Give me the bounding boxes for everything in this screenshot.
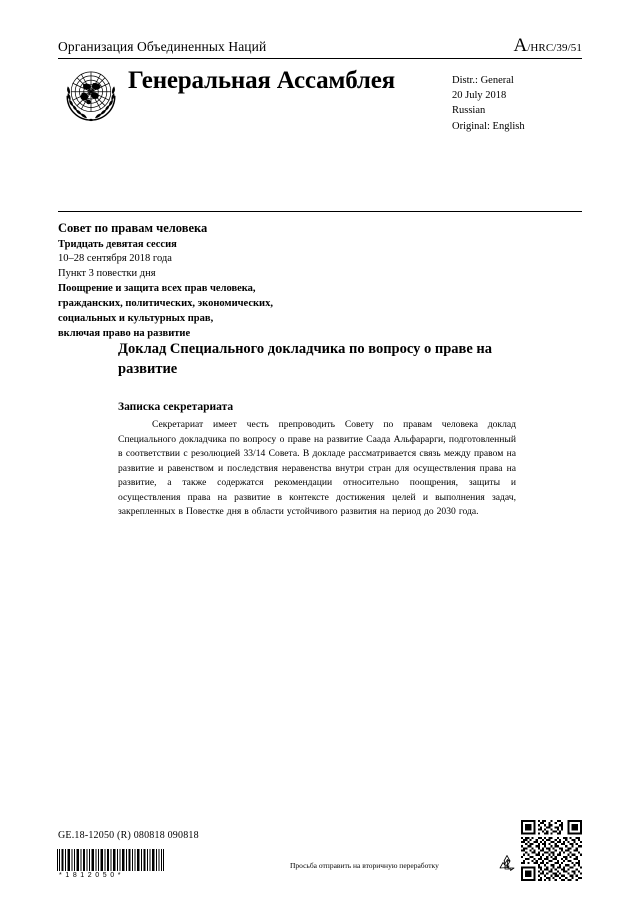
barcode-digits: *1812050* [59, 872, 125, 879]
recycle-icon [497, 853, 517, 873]
body-paragraph: Секретариат имеет честь препроводить Совету по правам человека доклад Специального докладчика по вопросу о праве на развитие Саада Альфарарги, подготовленный в соответствии с резолюцией 33/14 Совета. В докладе рассматривается связь между правом на развитие и равенством и последствия неравенства внутри стран для осуществления права на развитие, а также содержатся рекомендации относительно поощрения, защиты и осуществления права на развитие в контексте достижения целей и выполнения задач, закрепленных в Повестке дня в области устойчивого развития на период до 2030 года. [118, 419, 516, 518]
header-body [58, 60, 582, 134]
agenda-item: Пункт 3 повестки дня [58, 268, 156, 280]
agenda-title-line: гражданских, политических, экономических, [58, 298, 273, 310]
title-block [118, 340, 518, 413]
distribution-type: Distr.: General [452, 75, 514, 86]
distribution-date: 20 July 2018 [452, 90, 507, 102]
document-symbol-prefix: A [513, 35, 528, 56]
document-subtitle: Записка секретариата [118, 401, 234, 414]
document-symbol-suffix: /HRC/39/51 [527, 42, 582, 54]
session-dates: 10–28 сентября 2018 года [58, 253, 172, 265]
masthead-row [58, 36, 582, 55]
job-code: GE.18-12050 (R) 080818 090818 [58, 830, 199, 841]
header-divider [58, 58, 582, 59]
session-number: Тридцать девятая сессия [58, 238, 177, 250]
document-symbol [513, 36, 582, 55]
agenda-title-line: включая право на развитие [58, 327, 191, 339]
section-divider [58, 211, 582, 212]
organization-name: Организация Объединенных Наций [58, 39, 267, 54]
council-name: Совет по правам человека [58, 221, 208, 235]
session-block [58, 220, 478, 342]
agenda-title-line: Поощрение и защита всех прав человека, [58, 283, 256, 295]
page-title: Доклад Специального докладчика по вопросу о праве на развитие [118, 341, 493, 377]
body-name: Генеральная Ассамблея [128, 67, 395, 94]
distribution-original: Original: English [452, 120, 525, 132]
masthead [58, 36, 582, 59]
barcode-block [57, 849, 165, 879]
distribution-language: Russian [452, 105, 486, 117]
un-emblem-icon [58, 62, 124, 128]
distribution-block [452, 60, 582, 134]
recycle-note: Просьба отправить на вторичную переработку [290, 861, 439, 870]
barcode-icon [57, 849, 165, 871]
qr-code-icon [521, 820, 582, 881]
agenda-title-line: социальных и культурных прав, [58, 313, 214, 325]
